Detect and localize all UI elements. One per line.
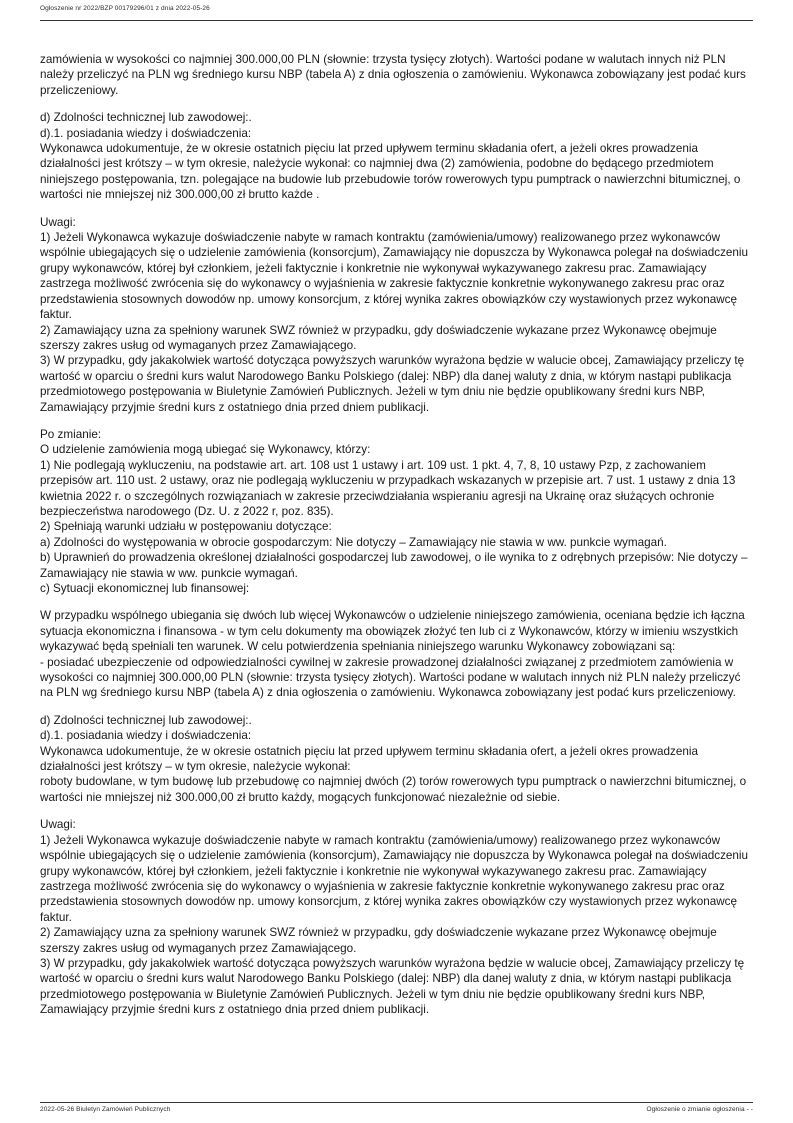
paragraph-spacer bbox=[40, 415, 753, 427]
paragraph-spacer bbox=[40, 701, 753, 713]
paragraph-spacer bbox=[40, 805, 753, 817]
paragraph: d).1. posiadania wiedzy i doświadczenia: bbox=[40, 126, 252, 140]
document-body bbox=[40, 52, 753, 1018]
announcement-number: Ogłoszenie nr 2022/BZP 00179296/01 z dnia 2022-05-26 bbox=[40, 5, 210, 12]
paragraph: 2) Zamawiający uzna za spełniony warunek SWZ również w przypadku, gdy doświadczenie wykazane przez Wykonawcę obejmuje szerszy zakres usług od wymaganych przez Zamawiającego. bbox=[40, 926, 717, 955]
paragraph: zamówienia w wysokości co najmniej 300.000,00 PLN (słownie: trzysta tysięcy złotych). Wartości podane w walutach innych niż PLN należy przeliczyć na PLN wg średniego kursu NBP (tabela A) z dnia ogłoszenia o zamówieniu. Wykonawca zobowiązany jest podać kurs przeliczeniowy. bbox=[40, 53, 746, 97]
paragraph-spacer bbox=[40, 98, 753, 110]
footer-divider bbox=[40, 1102, 753, 1103]
paragraph: 1) Nie podlegają wykluczeniu, na podstawie art. art. 108 ust 1 ustawy i art. 109 ust. 1 pkt. 4, 7, 8, 10 ustawy Pzp, z zachowaniem przepisów art. 110 ust. 2 ustawy, oraz nie podlegają wykluczeniu w przypadkach wskazanych w przepisie art. 7 ust. 1 ustawy z dnia 13 kwietnia 2022 r. o szczególnych rozwiązaniach w zakresie przeciwdziałania wspieraniu agresji na Ukrainę oraz służących ochronie bezpieczeństwa narodowego (Dz. U. z 2022 r, poz. 835). bbox=[40, 458, 736, 518]
paragraph: 2) Zamawiający uzna za spełniony warunek SWZ również w przypadku, gdy doświadczenie wykazane przez Wykonawcę obejmuje szerszy zakres usług od wymaganych przez Zamawiającego. bbox=[40, 323, 717, 352]
paragraph: 2) Spełniają warunki udziału w postępowaniu dotyczące: bbox=[40, 520, 332, 534]
footer-right-text: Ogłoszenie o zmianie ogłoszenia - - bbox=[646, 1106, 753, 1113]
paragraph: d).1. posiadania wiedzy i doświadczenia: bbox=[40, 729, 252, 743]
paragraph: - posiadać ubezpieczenie od odpowiedzialności cywilnej w zakresie prowadzonej działalności związanej z przedmiotem zamówienia w wysokości co najmniej 300.000,00 PLN (słownie: trzysta tysięcy złotych). Wartości podane w walutach innych niż PLN należy przeliczyć na PLN wg średniego kursu NBP (tabela A) z dnia ogłoszenia o zamówieniu. Wykonawca zobowiązany jest podać kurs przeliczeniowy. bbox=[40, 655, 741, 700]
paragraph: d) Zdolności technicznej lub zawodowej:. bbox=[40, 111, 252, 125]
paragraph: W przypadku wspólnego ubiegania się dwóch lub więcej Wykonawców o udzielenie niniejszego zamówienia, oceniana będzie ich łączna sytuacja ekonomiczna i finansowa - w tym celu dokumenty ma obowiązek złożyć ten lub ci z Wykonawców, którzy w imieniu wszystkich wykazywać będą spełniali ten warunek. W celu potwierdzenia spełniania niniejszego warunku Wykonawcy zobowiązani są: bbox=[40, 609, 745, 654]
paragraph: Uwagi: bbox=[40, 818, 76, 832]
header-divider bbox=[40, 20, 753, 21]
paragraph: 1) Jeżeli Wykonawca wykazuje doświadczenie nabyte w ramach kontraktu (zamówienia/umowy) realizowanego przez wykonawców wspólnie ubiegających się o udzielenie zamówienia (konsorcjum), Zamawiający nie dopuszcza by Wykonawca polegał na doświadczeniu grupy wykonawców, której był członkiem, jeżeli faktycznie i konkretnie nie wykonywał wykazywanego zakresu prac. Zamawiający zastrzega możliwość zwrócenia się do wykonawcy o wyjaśnienia w zakresie faktycznie konkretnie wykonywanego zakresu prac oraz przedstawienia stosownych dowodów np. umowy konsorcjum, z której wynika zakres obowiązków czy wystawionych przez wykonawcę faktur. bbox=[40, 833, 749, 924]
paragraph: 3) W przypadku, gdy jakakolwiek wartość dotycząca powyższych warunków wyrażona będzie w walucie obcej, Zamawiający przeliczy tę wartość w oparciu o średni kurs walut Narodowego Banku Polskiego (dalej: NBP) dla danej waluty z dnia, w którym nastąpi publikacja przedmiotowego postępowania w Biuletynie Zamówień Publicznych. Jeżeli w tym dniu nie będzie opublikowany średni kurs NBP, Zamawiający przyjmie średni kurs z ostatniego dnia przed dniem publikacji. bbox=[40, 956, 745, 1017]
paragraph: 1) Jeżeli Wykonawca wykazuje doświadczenie nabyte w ramach kontraktu (zamówienia/umowy) realizowanego przez wykonawców wspólnie ubiegających się o udzielenie zamówienia (konsorcjum), Zamawiający nie dopuszcza by Wykonawca polegał na doświadczeniu grupy wykonawców, której był członkiem, jeżeli faktycznie i konkretnie nie wykonywał wykazywanego zakresu prac. Zamawiający zastrzega możliwość zwrócenia się do wykonawcy o wyjaśnienia w zakresie faktycznie konkretnie wykonywanego zakresu prac oraz przedstawienia stosownych dowodów np. umowy konsorcjum, z której wynika zakres obowiązków czy wystawionych przez wykonawcę faktur. bbox=[40, 231, 749, 322]
paragraph: 3) W przypadku, gdy jakakolwiek wartość dotycząca powyższych warunków wyrażona będzie w walucie obcej, Zamawiający przeliczy tę wartość w oparciu o średni kurs walut Narodowego Banku Polskiego (dalej: NBP) dla danej waluty z dnia, w którym nastąpi publikacja przedmiotowego postępowania w Biuletynie Zamówień Publicznych. Jeżeli w tym dniu nie będzie opublikowany średni kurs NBP, Zamawiający przyjmie średni kurs z ostatniego dnia przed dniem publikacji. bbox=[40, 354, 745, 414]
paragraph: a) Zdolności do występowania w obrocie gospodarczym: Nie dotyczy – Zamawiający nie stawia w ww. punkcie wymagań. bbox=[40, 535, 667, 549]
paragraph: Uwagi: bbox=[40, 215, 76, 229]
paragraph: roboty budowlane, w tym budowę lub przebudowę co najmniej dwóch (2) torów rowerowych typu pumptrack o nawierzchni bitumicznej, o wartości nie mniejszej niż 300.000,00 zł brutto każdy, mogących funkcjonować niezależnie od siebie. bbox=[40, 775, 747, 804]
paragraph-spacer bbox=[40, 203, 753, 215]
paragraph: O udzielenie zamówienia mogą ubiegać się Wykonawcy, którzy: bbox=[40, 443, 371, 457]
footer-left-text: 2022-05-26 Biuletyn Zamówień Publicznych bbox=[40, 1106, 171, 1113]
paragraph: d) Zdolności technicznej lub zawodowej:. bbox=[40, 713, 252, 727]
paragraph-spacer bbox=[40, 596, 753, 608]
page-footer bbox=[40, 1105, 753, 1114]
paragraph: c) Sytuacji ekonomicznej lub finansowej: bbox=[40, 582, 250, 595]
paragraph: Wykonawca udokumentuje, że w okresie ostatnich pięciu lat przed upływem terminu składania ofert, a jeżeli okres prowadzenia działalności jest krótszy – w tym okresie, należycie wykonał: co najmniej dwa (2) zamówienia, podobne do będącego przedmiotem niniejszego postępowania, tzn. polegające na budowie lub przebudowie torów rowerowych typu pumptrack o nawierzchni bitumicznej, o wartości nie mniejszej niż 300.000,00 zł brutto każde . bbox=[40, 142, 741, 202]
paragraph: Po zmianie: bbox=[40, 427, 102, 441]
paragraph: b) Uprawnień do prowadzenia określonej działalności gospodarczej lub zawodowej, o ile wynika to z odrębnych przepisów: Nie dotyczy – Zamawiający nie stawia w ww. punkcie wymagań. bbox=[40, 551, 748, 580]
paragraph: Wykonawca udokumentuje, że w okresie ostatnich pięciu lat przed upływem terminu składania ofert, a jeżeli okres prowadzenia działalności jest krótszy – w tym okresie, należycie wykonał: bbox=[40, 744, 698, 774]
page-header bbox=[40, 4, 753, 13]
